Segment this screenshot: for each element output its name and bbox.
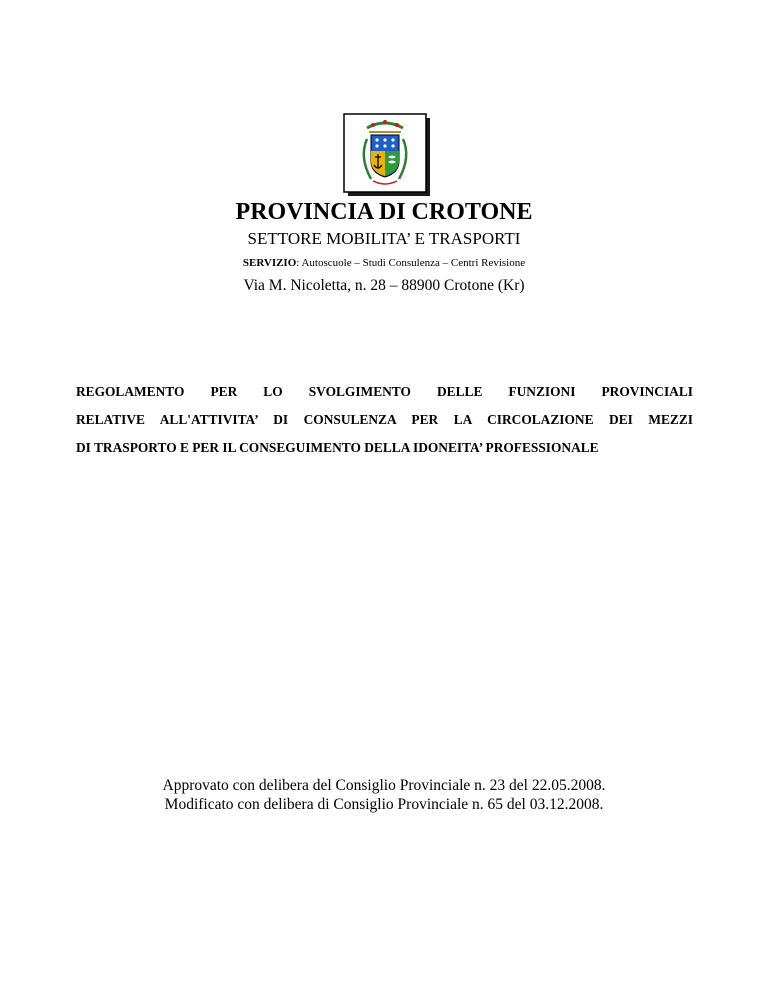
crown-ornament (371, 123, 375, 127)
regulation-title-line: RELATIVE ALL'ATTIVITA’ DI CONSULENZA PER LA CIRCOLAZIONE DEI MEZZI (76, 412, 693, 427)
sector-name: SETTORE MOBILITA’ E TRASPORTI (247, 229, 521, 248)
regulation-title-line: DI TRASPORTO E PER IL CONSEGUIMENTO DELLA IDONEITA’ PROFESSIONALE (76, 440, 599, 455)
modification-note: Modificato con delibera di Consiglio Provinciale n. 65 del 03.12.2008. (164, 796, 604, 813)
crown-ornament (395, 123, 399, 127)
service-label: SERVIZIO (242, 257, 297, 269)
regulation-title-line: REGOLAMENTO PER LO SVOLGIMENTO DELLE FUNZIONI PROVINCIALI (76, 384, 693, 399)
service-line (0, 256, 768, 270)
service-text: : Autoscuole – Studi Consulenza – Centri Revisione (296, 257, 526, 269)
approval-note: Approvato con delibera del Consiglio Provinciale n. 23 del 22.05.2008. (162, 777, 606, 794)
coat-of-arms-svg (343, 113, 431, 197)
organization-name: PROVINCIA DI CROTONE (235, 199, 533, 225)
address: Via M. Nicoletta, n. 28 – 88900 Crotone (Kr) (243, 277, 525, 294)
crown-ornament (383, 120, 387, 124)
provincia-di-crotone-coat-of-arms-icon (343, 113, 431, 197)
